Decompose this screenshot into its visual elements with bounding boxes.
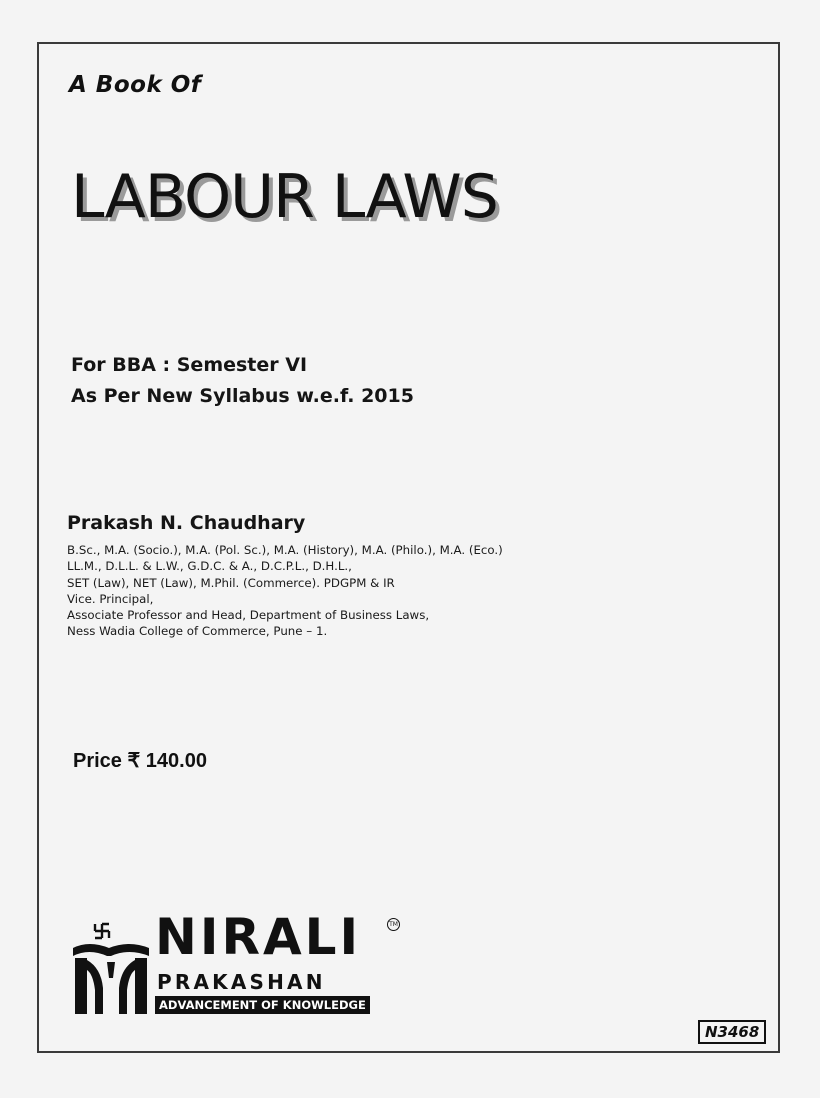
author-name: Prakash N. Chaudhary <box>67 512 306 534</box>
pre-title: A Book Of <box>69 72 202 98</box>
publisher-logo <box>69 908 409 1018</box>
syllabus-line: As Per New Syllabus w.e.f. 2015 <box>71 385 414 407</box>
publisher-name: NIRALI <box>155 908 362 966</box>
qualification-line: Ness Wadia College of Commerce, Pune – 1. <box>67 624 328 639</box>
qualification-line: B.Sc., M.A. (Socio.), M.A. (Pol. Sc.), M.A. (History), M.A. (Philo.), M.A. (Eco.) <box>67 543 503 557</box>
price: Price ₹ 140.00 <box>73 750 207 772</box>
qualification-line: LL.M., D.L.L. & L.W., G.D.C. & A., D.C.P.L., D.H.L., <box>67 559 352 574</box>
swastika-book-logo-icon <box>69 918 153 1016</box>
qualification-line: Associate Professor and Head, Department of Business Laws, <box>67 608 430 623</box>
publisher-name-2: PRAKASHAN <box>157 970 326 994</box>
qualification-line: Vice. Principal, <box>67 591 154 606</box>
publisher-tagline: ADVANCEMENT OF KNOWLEDGE <box>155 996 370 1014</box>
author-qualifications <box>67 542 503 640</box>
book-cover <box>37 42 780 1053</box>
trademark-symbol: TM <box>387 918 400 931</box>
book-code: N3468 <box>698 1020 766 1044</box>
qualification-line: SET (Law), NET (Law), M.Phil. (Commerce). PDGPM & IR <box>67 575 395 590</box>
course-line: For BBA : Semester VI <box>71 354 308 376</box>
book-title: LABOUR LAWS <box>71 162 498 232</box>
course-info <box>71 350 414 412</box>
